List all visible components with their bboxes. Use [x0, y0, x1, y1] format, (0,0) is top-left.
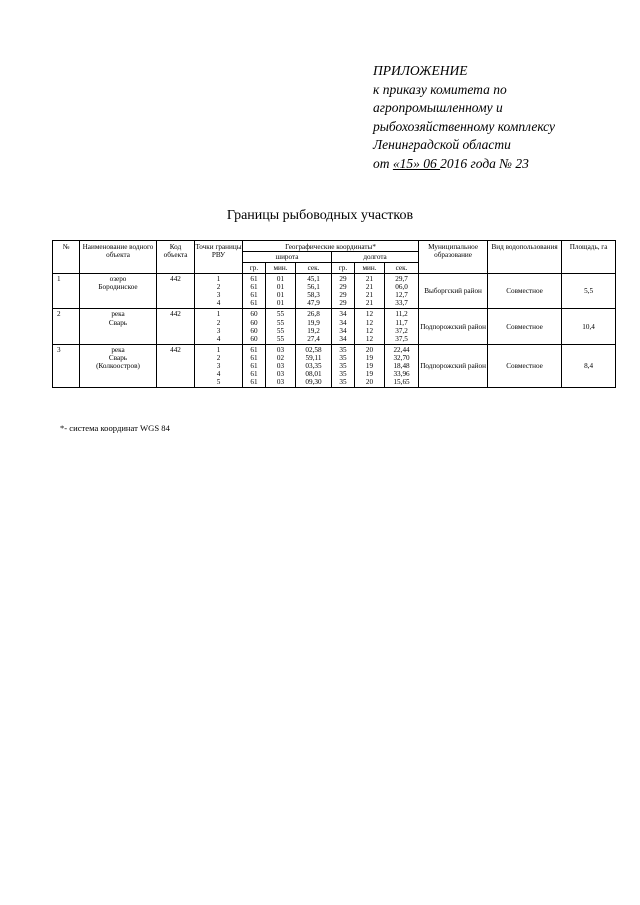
latitude-minutes-value: 55 — [276, 326, 285, 335]
order-date-line — [373, 155, 613, 174]
longitude-degrees-value: 35 — [339, 353, 347, 362]
longitude-degrees — [332, 274, 355, 309]
boundary-points-value: 2 — [216, 318, 221, 327]
col-header-points: Точки границы РВУ — [195, 241, 243, 274]
longitude-minutes-value: 12 — [365, 318, 374, 327]
longitude-minutes-value: 21 — [365, 299, 374, 308]
latitude-seconds-value: 58,3 — [307, 291, 320, 300]
latitude-degrees-value: 61 — [250, 370, 258, 379]
col-header-municipality: Муниципальное образование — [419, 241, 488, 274]
latitude-degrees-value: 60 — [250, 318, 258, 327]
longitude-minutes-value: 19 — [365, 362, 374, 371]
object-code: 442 — [157, 274, 195, 309]
latitude-degrees-value: 61 — [250, 283, 258, 292]
latitude-minutes-value: 55 — [276, 318, 285, 327]
latitude-seconds-value: 56,1 — [307, 283, 320, 292]
latitude-seconds-value: 47,9 — [307, 299, 320, 308]
col-header-coordinates: Географические координаты* — [243, 241, 419, 252]
longitude-degrees-value: 29 — [339, 291, 347, 300]
boundary-points — [195, 274, 243, 309]
longitude-minutes-value: 12 — [365, 310, 374, 319]
latitude-degrees-value: 61 — [250, 291, 258, 300]
col-header-lon-min: мин. — [355, 263, 385, 274]
longitude-minutes-value: 12 — [365, 326, 374, 335]
water-body-name-value: озеро — [109, 275, 127, 284]
longitude-degrees-value: 35 — [339, 370, 347, 379]
latitude-minutes-value: 03 — [276, 362, 285, 371]
latitude-degrees-value: 60 — [250, 334, 258, 343]
latitude-degrees — [243, 309, 266, 344]
area-hectares: 10,4 — [562, 309, 616, 344]
longitude-degrees-value: 29 — [339, 283, 347, 292]
latitude-seconds-value: 08,01 — [305, 370, 322, 379]
longitude-minutes-value: 20 — [365, 345, 374, 354]
order-date: «15» 06 — [392, 155, 441, 171]
latitude-seconds-value: 59,11 — [305, 353, 322, 362]
water-body-name — [80, 344, 157, 387]
boundary-points-value: 3 — [216, 326, 221, 335]
latitude-minutes-value: 55 — [276, 334, 285, 343]
longitude-degrees — [332, 344, 355, 387]
latitude-minutes-value: 01 — [276, 283, 285, 292]
water-body-name-value: Бородинское — [98, 283, 138, 292]
longitude-minutes — [355, 309, 385, 344]
longitude-minutes-value: 21 — [365, 275, 374, 284]
longitude-seconds-value: 18,48 — [393, 362, 410, 371]
longitude-seconds-value: 11,2 — [395, 310, 408, 319]
water-body-name-value: Сварь — [108, 353, 128, 362]
latitude-seconds-value: 02,58 — [305, 345, 322, 354]
municipality: Выборгский район — [419, 274, 488, 309]
municipality: Подпорожский район — [419, 344, 488, 387]
table-row — [53, 309, 616, 344]
col-header-latitude: широта — [243, 252, 332, 263]
longitude-seconds-value: 37,5 — [395, 334, 408, 343]
latitude-seconds — [296, 309, 332, 344]
longitude-degrees-value: 34 — [339, 334, 347, 343]
boundary-points-value: 1 — [216, 275, 221, 284]
boundary-points-value: 5 — [216, 378, 221, 387]
usage-type: Совместное — [488, 309, 562, 344]
col-header-lat-min: мин. — [266, 263, 296, 274]
longitude-degrees-value: 29 — [339, 299, 347, 308]
water-body-name-value: (Колкоостров) — [96, 362, 140, 371]
boundary-points-value: 4 — [216, 370, 221, 379]
col-header-name: Наименование водного объекта — [80, 241, 157, 274]
boundary-points-value: 2 — [216, 283, 221, 292]
longitude-minutes — [355, 274, 385, 309]
latitude-seconds-value: 26,8 — [307, 310, 320, 319]
longitude-degrees — [332, 309, 355, 344]
longitude-minutes-value: 19 — [365, 353, 374, 362]
col-header-usage: Вид водопользования — [488, 241, 562, 274]
longitude-seconds-value: 32,70 — [393, 353, 410, 362]
longitude-degrees-value: 35 — [339, 345, 347, 354]
boundary-points-value: 3 — [216, 362, 221, 371]
usage-type: Совместное — [488, 274, 562, 309]
row-number: 1 — [53, 274, 80, 309]
longitude-minutes — [355, 344, 385, 387]
latitude-degrees-value: 61 — [250, 345, 258, 354]
longitude-seconds-value: 33,7 — [395, 299, 408, 308]
boundary-points-value: 1 — [216, 345, 221, 354]
longitude-seconds-value: 37,2 — [395, 326, 408, 335]
latitude-minutes-value: 01 — [276, 275, 285, 284]
boundary-points — [195, 344, 243, 387]
document-title: Границы рыбоводных участков — [226, 208, 414, 223]
water-body-name-value: Сварь — [108, 318, 128, 327]
latitude-seconds-value: 09,30 — [305, 378, 322, 387]
longitude-degrees-value: 34 — [339, 310, 347, 319]
coordinate-system-footnote: *- система координат WGS 84 — [60, 423, 170, 433]
longitude-seconds-value: 12,7 — [395, 291, 408, 300]
appendix-label: ПРИЛОЖЕНИЕ — [373, 63, 468, 78]
boundary-points-value: 3 — [216, 291, 221, 300]
appendix-header — [373, 62, 613, 173]
latitude-seconds — [296, 344, 332, 387]
water-body-name-value: река — [111, 310, 125, 319]
latitude-seconds-value: 45,1 — [307, 275, 320, 284]
longitude-seconds-value: 29,7 — [395, 275, 408, 284]
latitude-degrees-value: 60 — [250, 326, 258, 335]
latitude-minutes-value: 01 — [276, 299, 285, 308]
object-code: 442 — [157, 309, 195, 344]
latitude-degrees-value: 61 — [250, 299, 258, 308]
object-code: 442 — [157, 344, 195, 387]
col-header-longitude: долгота — [332, 252, 419, 263]
water-body-name — [80, 309, 157, 344]
latitude-degrees — [243, 344, 266, 387]
latitude-degrees-value: 61 — [250, 353, 258, 362]
latitude-degrees — [243, 274, 266, 309]
latitude-seconds-value: 19,9 — [307, 318, 320, 327]
latitude-minutes — [266, 274, 296, 309]
boundary-points-value: 4 — [216, 334, 221, 343]
longitude-seconds-value: 06,0 — [395, 283, 408, 292]
latitude-minutes-value: 55 — [276, 310, 285, 319]
table-row — [53, 274, 616, 309]
col-header-area: Площадь, га — [562, 241, 616, 274]
boundary-points-value: 4 — [216, 299, 221, 308]
row-number: 3 — [53, 344, 80, 387]
longitude-degrees-value: 35 — [339, 362, 347, 371]
longitude-seconds — [385, 274, 419, 309]
longitude-seconds-value: 11,7 — [395, 318, 408, 327]
latitude-degrees-value: 61 — [250, 275, 258, 284]
longitude-seconds — [385, 344, 419, 387]
boundary-points — [195, 309, 243, 344]
order-reference-line: рыбохозяйственному комплексу — [373, 118, 556, 134]
boundaries-table — [52, 240, 616, 388]
usage-type: Совместное — [488, 344, 562, 387]
area-hectares: 8,4 — [562, 344, 616, 387]
order-reference-line: Ленинградской области — [373, 137, 511, 152]
boundary-points-value: 2 — [216, 353, 221, 362]
longitude-degrees-value: 34 — [339, 318, 347, 327]
latitude-minutes-value: 01 — [276, 291, 285, 300]
col-header-lon-sec: сек. — [385, 263, 419, 274]
longitude-degrees-value: 34 — [339, 326, 347, 335]
col-header-lat-deg: гр. — [243, 263, 266, 274]
latitude-minutes — [266, 344, 296, 387]
latitude-minutes — [266, 309, 296, 344]
longitude-seconds-value: 33,96 — [393, 370, 410, 379]
order-date-prefix: от — [373, 155, 393, 171]
col-header-lat-sec: сек. — [296, 263, 332, 274]
latitude-seconds-value: 19,2 — [307, 326, 320, 335]
area-hectares: 5,5 — [562, 274, 616, 309]
order-year-number: 2016 года № 23 — [440, 155, 529, 171]
water-body-name-value: река — [111, 345, 125, 354]
longitude-seconds-value: 22,44 — [393, 345, 410, 354]
longitude-minutes-value: 20 — [365, 378, 374, 387]
col-header-num: № — [53, 241, 80, 274]
latitude-minutes-value: 03 — [276, 378, 285, 387]
boundary-points-value: 1 — [216, 310, 221, 319]
latitude-seconds — [296, 274, 332, 309]
latitude-degrees-value: 60 — [250, 310, 258, 319]
col-header-lon-deg: гр. — [332, 263, 355, 274]
latitude-degrees-value: 61 — [250, 362, 258, 371]
longitude-degrees-value: 35 — [339, 378, 347, 387]
municipality: Подпорожский район — [419, 309, 488, 344]
longitude-minutes-value: 21 — [365, 291, 374, 300]
latitude-minutes-value: 02 — [276, 353, 285, 362]
latitude-minutes-value: 03 — [276, 345, 285, 354]
col-header-code: Код объекта — [157, 241, 195, 274]
order-reference-line: к приказу комитета по — [373, 81, 507, 97]
longitude-degrees-value: 29 — [339, 275, 347, 284]
order-reference-line: агропромышленному и — [373, 100, 503, 115]
longitude-minutes-value: 12 — [365, 334, 374, 343]
latitude-degrees-value: 61 — [250, 378, 258, 387]
latitude-seconds-value: 27,4 — [307, 334, 320, 343]
longitude-seconds — [385, 309, 419, 344]
latitude-seconds-value: 03,35 — [305, 362, 322, 371]
table-body — [53, 274, 616, 388]
table-row — [53, 344, 616, 387]
water-body-name — [80, 274, 157, 309]
longitude-minutes-value: 19 — [365, 370, 374, 379]
latitude-minutes-value: 03 — [276, 370, 285, 379]
longitude-minutes-value: 21 — [365, 283, 374, 292]
longitude-seconds-value: 15,65 — [393, 378, 410, 387]
row-number: 2 — [53, 309, 80, 344]
